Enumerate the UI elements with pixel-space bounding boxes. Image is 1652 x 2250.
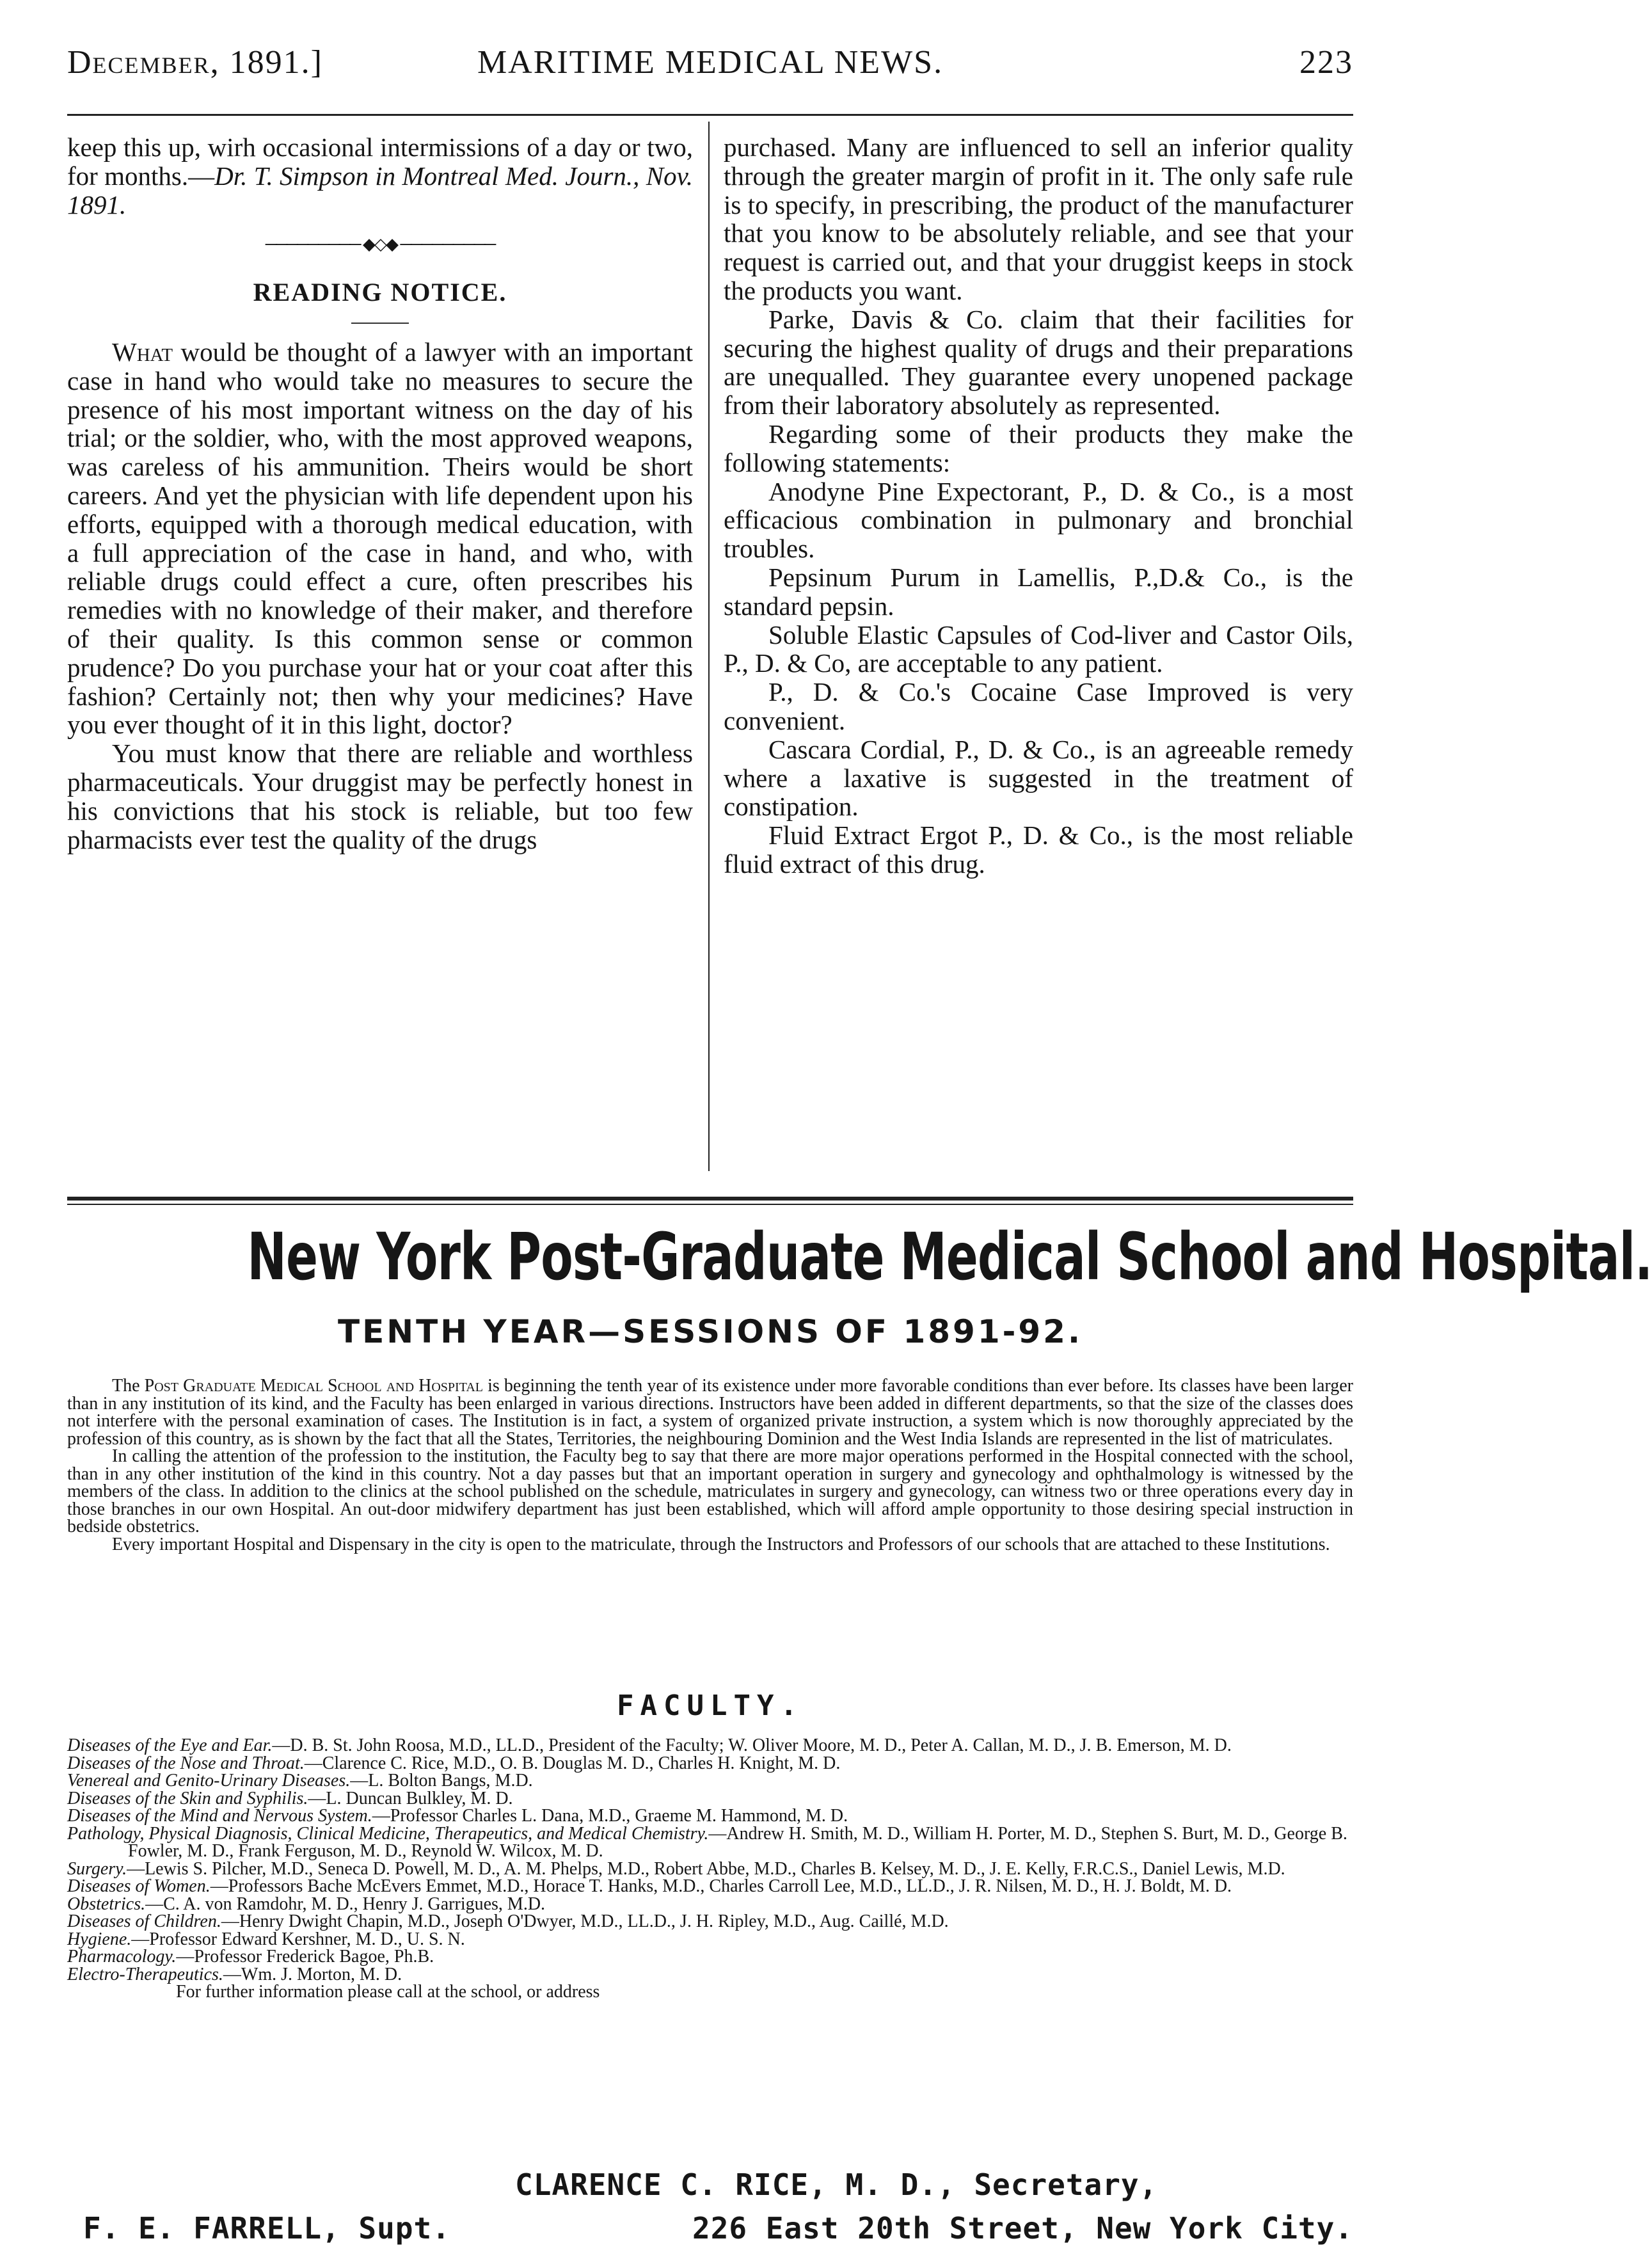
ad-paragraph-2: In calling the attention of the profession to the institution, the Faculty beg to say that there are more major operations performed in the Hospital connected with the school, than in any other institution of the kind in this country. Not a day passes but that an important operation in surgery and gynecology and ophthalmology is witnessed by the members of the class. In addition to the clinics at the school published on the schedule, matriculates in surgery and gynecology, can witness two or three operations every day in those branches in our own Hospital. An out-door midwifery department has just been established, which will afford ample opportunity to those desiring special instruction in bedside obstetrics. (67, 1446, 1353, 1536)
advertisement-rule-thin (67, 1204, 1353, 1205)
faculty-list (67, 1737, 1353, 2001)
heading-rule (351, 323, 409, 324)
right-paragraph-7: P., D. & Co.'s Cocaine Case Improved is very convenient. (724, 677, 1353, 735)
advertisement-body (67, 1377, 1353, 1553)
right-paragraph-2: Parke, Davis & Co. claim that their facilities for securing the highest quality of drugs and their preparations are unequalled. They guarantee every unopened package from their laboratory absolutely as represented. (724, 304, 1353, 420)
faculty-entry: Diseases of the Skin and Syphilis.—L. Duncan Bulkley, M. D. (67, 1788, 513, 1808)
faculty-entry: Surgery.—Lewis S. Pilcher, M.D., Seneca D. Powell, M. D., A. M. Phelps, M.D., Robert Abbe, M.D., Charles B. Kelsey, M. D., J. E. Kelly, F.R.C.S., Daniel Lewis, M.D. (67, 1858, 1285, 1879)
continued-text: keep this up, wirh occasional intermissions of a day or two, for months.—Dr. T. Simpson in Montreal Med. Journ., Nov. 1891. (67, 132, 694, 219)
notice-paragraph-1: What would be thought of a lawyer with an important case in hand who would take no measures to secure the presence of his most important witness on the day of his trial; or the soldier, who, with the most approved weapons, was careless of his ammunition. Theirs would be short careers. And yet the physician with life dependent upon his efforts, equipped with a thorough medical education, with a full appreciation of the case in hand, and who, with reliable drugs could effect a cure, often prescribes his remedies with no knowledge of their maker, and therefore of their quality. Is this common sense or common prudence? Do you purchase your hat or your coat after this fashion? Certainly not; then why your medicines? Have you ever thought of it in this light, doctor? (67, 337, 693, 740)
column-divider (708, 122, 710, 1171)
ad-paragraph-3: Every important Hospital and Dispensary in the city is open to the matriculate, through the Instructors and Professors of our schools that are attached to these Institutions. (112, 1534, 1330, 1554)
right-paragraph-6: Soluble Elastic Capsules of Cod-liver and Castor Oils, P., D. & Co, are acceptable to any patient. (724, 619, 1353, 678)
ornament-divider: ───────── ◆◇◆ ───────── (265, 235, 495, 254)
faculty-entry: Diseases of the Nose and Throat.—Clarence C. Rice, M.D., O. B. Douglas M. D., Charles H. Knight, M. D. (67, 1753, 841, 1773)
ad-paragraph-1: The Post Graduate Medical School and Hospital is beginning the tenth year of its existence under more favorable conditions than ever before. Its classes have been larger than in any institution of its kind, and the Faculty has been enlarged in various directions. Instructors have been added in different departments, so that the size of the classes does not interfere with the personal examination of cases. The Institution is in fact, a system of organized private instruction, a system which is now thoroughly appreciated by the profession of this country, as is shown by the fact that all the States, Territories, the neighbouring Dominion and the West India Islands are represented in the list of matriculates. (67, 1376, 1353, 1449)
faculty-entry: Venereal and Genito-Urinary Diseases.—L. Bolton Bangs, M.D. (67, 1771, 533, 1791)
faculty-entry: Pharmacology.—Professor Frederick Bagoe, Ph.B. (67, 1947, 434, 1967)
faculty-entry: Diseases of Women.—Professors Bache McEvers Emmet, M.D., Horace T. Hanks, M.D., Charles Carroll Lee, M.D., LL.D., J. R. Nilsen, M. D., H. J. Boldt, M. D. (67, 1876, 1232, 1896)
advertisement-rule-thick (67, 1197, 1353, 1201)
left-column (67, 133, 693, 854)
faculty-heading: FACULTY. (617, 1689, 804, 1722)
header-rule (67, 114, 1353, 116)
further-info: For further information please call at the school, or address (176, 1982, 600, 2002)
right-paragraph-8: Cascara Cordial, P., D. & Co., is an agreeable remedy where a laxative is suggested in the treatment of constipation. (724, 734, 1353, 822)
right-paragraph-4: Anodyne Pine Expectorant, P., D. & Co., is a most efficacious combination in pulmonary and bronchial troubles. (724, 476, 1353, 564)
advertisement-subtitle: TENTH YEAR—SESSIONS OF 1891-92. (338, 1313, 1083, 1350)
citation: Dr. T. Simpson in Montreal Med. Journ., Nov. 1891. (67, 161, 693, 219)
page-number: 223 (1299, 44, 1353, 81)
right-paragraph-1: purchased. Many are influenced to sell an inferior quality through the greater margin of profit in it. The only safe rule is to specify, in prescribing, the product of the manufacturer that you know to be absolutely reliable, and see that your request is carried out, and that your druggist keeps in stock the products you want. (724, 132, 1353, 305)
advertisement-title: New York Post-Graduate Medical School and Hospital. (247, 1219, 1652, 1295)
superintendent-signature: F. E. FARRELL, Supt. (83, 2211, 450, 2246)
right-paragraph-3: Regarding some of their products they make the following statements: (724, 419, 1353, 477)
right-column (724, 133, 1353, 879)
faculty-entry: Diseases of the Eye and Ear.—D. B. St. John Roosa, M.D., LL.D., President of the Faculty; W. Oliver Moore, M. D., Peter A. Callan, M. D., J. B. Emerson, M. D. (67, 1735, 1232, 1755)
issue-date: December, 1891.] (67, 44, 323, 81)
notice-paragraph-2: You must know that there are reliable and worthless pharmaceuticals. Your druggist may be perfectly honest in his convictions that his stock is reliable, but too few pharmacists ever test the quality of the drugs (67, 738, 693, 854)
journal-title: MARITIME MEDICAL NEWS. (477, 44, 944, 81)
faculty-entry: Hygiene.—Professor Edward Kershner, M. D., U. S. N. (67, 1929, 465, 1949)
faculty-entry: Obstetrics.—C. A. von Ramdohr, M. D., Henry J. Garrigues, M.D. (67, 1894, 546, 1914)
page-header (67, 37, 1353, 95)
right-paragraph-9: Fluid Extract Ergot P., D. & Co., is the most reliable fluid extract of this drug. (724, 820, 1353, 879)
right-paragraph-5: Pepsinum Purum in Lamellis, P.,D.& Co., is the standard pepsin. (724, 562, 1353, 621)
school-address: 226 East 20th Street, New York City. (692, 2211, 1353, 2246)
secretary-signature: CLARENCE C. RICE, M. D., Secretary, (515, 2167, 1158, 2202)
reading-notice-heading: READING NOTICE. (253, 278, 507, 307)
faculty-entry: Pathology, Physical Diagnosis, Clinical Medicine, Therapeutics, and Medical Chemistry.—Andrew H. Smith, M. D., William H. Porter, M. D., Stephen S. Burt, M. D., George B. Fowler, M. D., Frank Ferguson, M. D., Reynold W. Wilcox, M. D. (67, 1823, 1347, 1861)
faculty-entry: Diseases of Children.—Henry Dwight Chapin, M.D., Joseph O'Dwyer, M.D., LL.D., J. H. Ripley, M.D., Aug. Caillé, M.D. (67, 1911, 949, 1931)
faculty-entry: Diseases of the Mind and Nervous System.—Professor Charles L. Dana, M.D., Graeme M. Hammond, M. D. (67, 1806, 848, 1826)
faculty-entry: Electro-Therapeutics.—Wm. J. Morton, M. D. (67, 1964, 402, 1984)
